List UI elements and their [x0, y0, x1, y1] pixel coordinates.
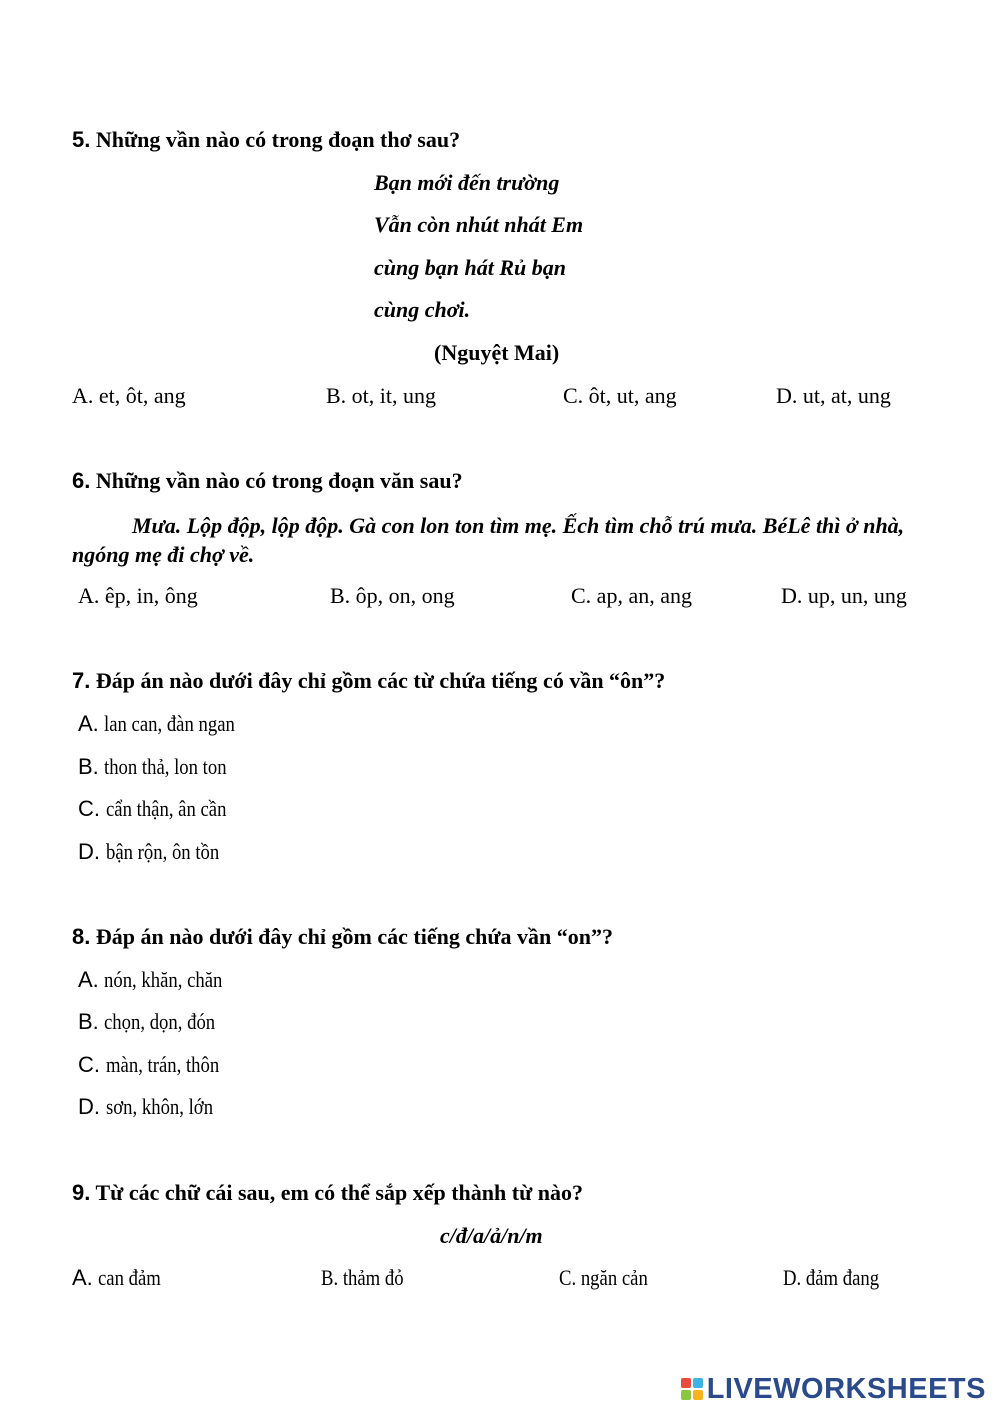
question-5-number: 5.	[72, 127, 91, 152]
q8-option-a-text: nón, khăn, chăn	[104, 967, 223, 992]
logo-square-3	[681, 1390, 691, 1400]
question-9-text: Từ các chữ cái sau, em có thể sắp xếp thành từ nào?	[95, 1180, 584, 1205]
q8-option-b-text: chọn, dọn, đón	[104, 1009, 216, 1034]
q9-option-a-letter: A.	[72, 1265, 93, 1290]
question-9-number: 9.	[72, 1180, 91, 1205]
q7-option-c[interactable]	[78, 796, 247, 822]
liveworksheets-logo-icon	[681, 1378, 703, 1400]
poem-author: (Nguyệt Mai)	[434, 340, 560, 365]
q9-letters: c/đ/a/ả/n/m	[440, 1223, 543, 1248]
logo-square-4	[693, 1390, 703, 1400]
question-6-number: 6.	[72, 468, 91, 493]
poem-line-3: cùng bạn hát Rủ bạn	[374, 255, 566, 280]
liveworksheets-logo-text: LIVEWORKSHEETS	[706, 1372, 986, 1405]
question-7-text: Đáp án nào dưới đây chỉ gồm các từ chứa tiếng có vần “ôn”?	[95, 668, 666, 693]
q8-option-b-letter: B.	[78, 1009, 99, 1034]
q7-option-c-text: cẩn thận, ân cần	[105, 796, 226, 821]
q6-option-a[interactable]: A. êp, in, ông	[78, 583, 198, 608]
q9-option-b-text: B. thảm đỏ	[321, 1265, 404, 1290]
q8-option-c-letter: C.	[78, 1052, 100, 1077]
q7-option-b-text: thon thả, lon ton	[104, 754, 227, 779]
liveworksheets-logo[interactable]	[681, 1372, 986, 1406]
q7-option-d-text: bận rộn, ôn tồn	[105, 839, 219, 864]
question-9-title	[72, 1180, 583, 1206]
q8-option-c-text: màn, trán, thôn	[105, 1052, 219, 1077]
q6-option-c[interactable]: C. ap, an, ang	[571, 583, 692, 608]
logo-square-1	[681, 1378, 691, 1388]
q6-option-d[interactable]: D. up, un, ung	[781, 583, 907, 608]
q7-option-b[interactable]	[78, 754, 249, 780]
q6-option-b[interactable]: B. ôp, on, ong	[330, 583, 455, 608]
q7-option-a-text: lan can, đàn ngan	[104, 711, 236, 736]
q6-passage: Mưa. Lộp độp, lộp độp. Gà con lon ton tìm mẹ. Ếch tìm chỗ trú mưa. BéLê thì ở nhà, ngóng mẹ đi chợ về.	[72, 513, 905, 567]
q7-option-a[interactable]	[78, 711, 258, 737]
q9-option-c-text: C. ngăn cản	[559, 1265, 648, 1290]
question-8-text: Đáp án nào dưới đây chỉ gồm các tiếng chứa vần “on”?	[95, 924, 613, 949]
q8-option-d[interactable]	[78, 1094, 231, 1120]
question-5-text: Những vần nào có trong đoạn thơ sau?	[95, 127, 461, 152]
q9-option-c[interactable]	[559, 1265, 663, 1291]
q8-option-d-letter: D.	[78, 1094, 100, 1119]
q5-option-c[interactable]: C. ôt, ut, ang	[563, 383, 677, 408]
question-5-title	[72, 127, 460, 153]
q5-option-a[interactable]: A. et, ôt, ang	[72, 383, 186, 408]
q7-option-b-letter: B.	[78, 754, 99, 779]
poem-line-2: Vẫn còn nhút nhát Em	[374, 212, 584, 237]
q7-option-d-letter: D.	[78, 839, 100, 864]
q7-option-a-letter: A.	[78, 711, 99, 736]
poem-line-1: Bạn mới đến trường	[374, 170, 560, 195]
question-8-number: 8.	[72, 924, 91, 949]
q8-option-b[interactable]	[78, 1009, 235, 1035]
logo-square-2	[693, 1378, 703, 1388]
q8-option-c[interactable]	[78, 1052, 239, 1078]
question-7-number: 7.	[72, 668, 91, 693]
q9-option-b[interactable]	[321, 1265, 418, 1291]
q8-option-d-text: sơn, khôn, lớn	[105, 1094, 213, 1119]
question-7-title	[72, 668, 665, 694]
q7-option-d[interactable]	[78, 839, 239, 865]
question-6-title	[72, 468, 463, 494]
poem-line-4: cùng chơi.	[374, 297, 471, 322]
q9-option-a[interactable]	[72, 1265, 172, 1291]
q9-option-d[interactable]	[783, 1265, 896, 1291]
q5-option-d[interactable]: D. ut, at, ung	[776, 383, 891, 408]
q9-option-d-text: D. đảm đang	[783, 1265, 880, 1290]
q8-option-a[interactable]	[78, 967, 244, 993]
question-8-title	[72, 924, 613, 950]
q5-option-b[interactable]: B. ot, it, ung	[326, 383, 437, 408]
question-6-text: Những vần nào có trong đoạn văn sau?	[95, 468, 463, 493]
q7-option-c-letter: C.	[78, 796, 100, 821]
q9-option-a-text: can đảm	[98, 1265, 162, 1290]
q8-option-a-letter: A.	[78, 967, 99, 992]
